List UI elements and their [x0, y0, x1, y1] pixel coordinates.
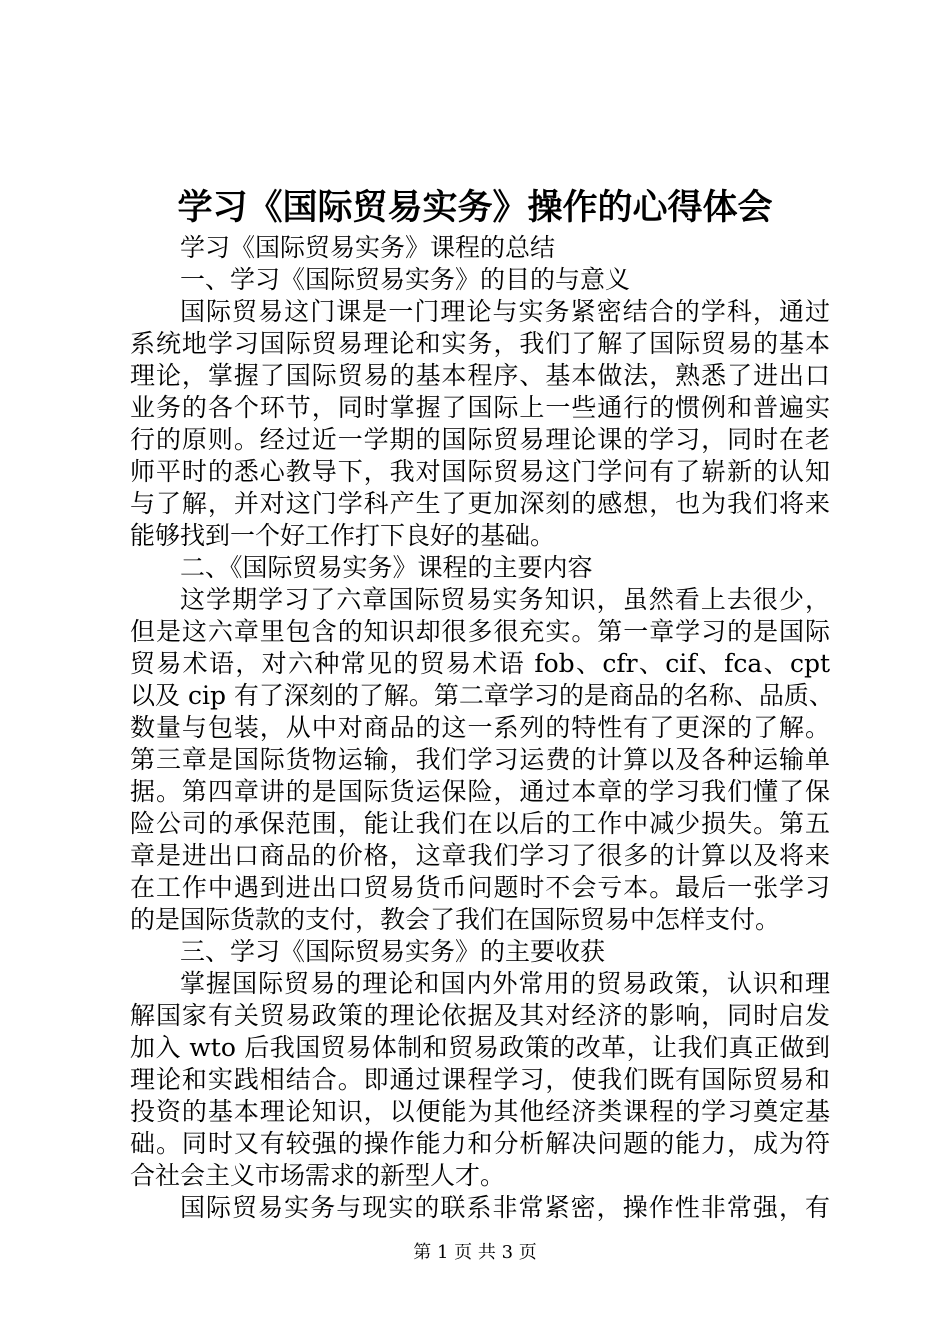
- paragraph-line: 与了解，并对这门学科产生了更加深刻的感想，也为我们将来: [130, 489, 830, 518]
- section-heading-1: 一、学习《国际贸易实务》的目的与意义: [180, 265, 631, 294]
- paragraph-line: 行的原则。经过近一学期的国际贸易理论课的学习，同时在老: [130, 425, 830, 454]
- section-heading-3: 三、学习《国际贸易实务》的主要收获: [180, 937, 606, 966]
- paragraph-line: 师平时的悉心教导下，我对国际贸易这门学问有了崭新的认知: [130, 457, 830, 486]
- paragraph-line: 系统地学习国际贸易理论和实务，我们了解了国际贸易的基本: [130, 329, 830, 358]
- section-heading-2: 二、《国际贸易实务》课程的主要内容: [180, 553, 593, 582]
- paragraph-line: 业务的各个环节，同时掌握了国际上一些通行的惯例和普遍实: [130, 393, 830, 422]
- paragraph-line: 的是国际货款的支付，教会了我们在国际贸易中怎样支付。: [130, 905, 781, 934]
- paragraph-line: 能够找到一个好工作打下良好的基础。: [130, 521, 556, 550]
- paragraph-line: 掌握国际贸易的理论和国内外常用的贸易政策，认识和理: [180, 969, 830, 998]
- paragraph-line: 贸易术语，对六种常见的贸易术语 fob、cfr、cif、fca、cpt: [130, 649, 830, 678]
- document-body: [130, 232, 834, 1224]
- paragraph-line: 在工作中遇到进出口贸易货币问题时不会亏本。最后一张学习: [130, 873, 830, 902]
- section-heading-summary: 学习《国际贸易实务》课程的总结: [180, 233, 556, 262]
- paragraph-line: 合社会主义市场需求的新型人才。: [130, 1161, 506, 1190]
- paragraph-line: 据。第四章讲的是国际货运保险，通过本章的学习我们懂了保: [130, 777, 830, 806]
- paragraph-line: 国际贸易这门课是一门理论与实务紧密结合的学科，通过: [180, 297, 830, 326]
- paragraph-line: 投资的基本理论知识，以便能为其他经济类课程的学习奠定基: [130, 1097, 830, 1126]
- paragraph-line: 础。同时又有较强的操作能力和分析解决问题的能力，成为符: [130, 1129, 830, 1158]
- paragraph-line: 以及 cip 有了深刻的了解。第二章学习的是商品的名称、品质、: [130, 681, 834, 710]
- paragraph-line: 理论，掌握了国际贸易的基本程序、基本做法，熟悉了进出口: [130, 361, 830, 390]
- paragraph-line: 第三章是国际货物运输，我们学习运费的计算以及各种运输单: [130, 745, 830, 774]
- paragraph-line: 加入 wto 后我国贸易体制和贸易政策的改革，让我们真正做到: [130, 1033, 830, 1062]
- paragraph-line: 解国家有关贸易政策的理论依据及其对经济的影响，同时启发: [130, 1001, 830, 1030]
- paragraph-line: 数量与包装，从中对商品的这一系列的特性有了更深的了解。: [130, 713, 830, 742]
- paragraph-line: 但是这六章里包含的知识却很多很充实。第一章学习的是国际: [130, 617, 830, 646]
- paragraph-line: 这学期学习了六章国际贸易实务知识，虽然看上去很少，: [180, 585, 830, 614]
- page-number: 第 1 页 共 3 页: [413, 1242, 537, 1263]
- document-title: 学习《国际贸易实务》操作的心得体会: [177, 187, 773, 228]
- paragraph-line: 理论和实践相结合。即通过课程学习，使我们既有国际贸易和: [130, 1065, 830, 1094]
- paragraph-line: 章是进出口商品的价格，这章我们学习了很多的计算以及将来: [130, 841, 830, 870]
- paragraph-line: 国际贸易实务与现实的联系非常紧密，操作性非常强，有: [180, 1193, 830, 1222]
- paragraph-line: 险公司的承保范围，能让我们在以后的工作中减少损失。第五: [130, 809, 830, 838]
